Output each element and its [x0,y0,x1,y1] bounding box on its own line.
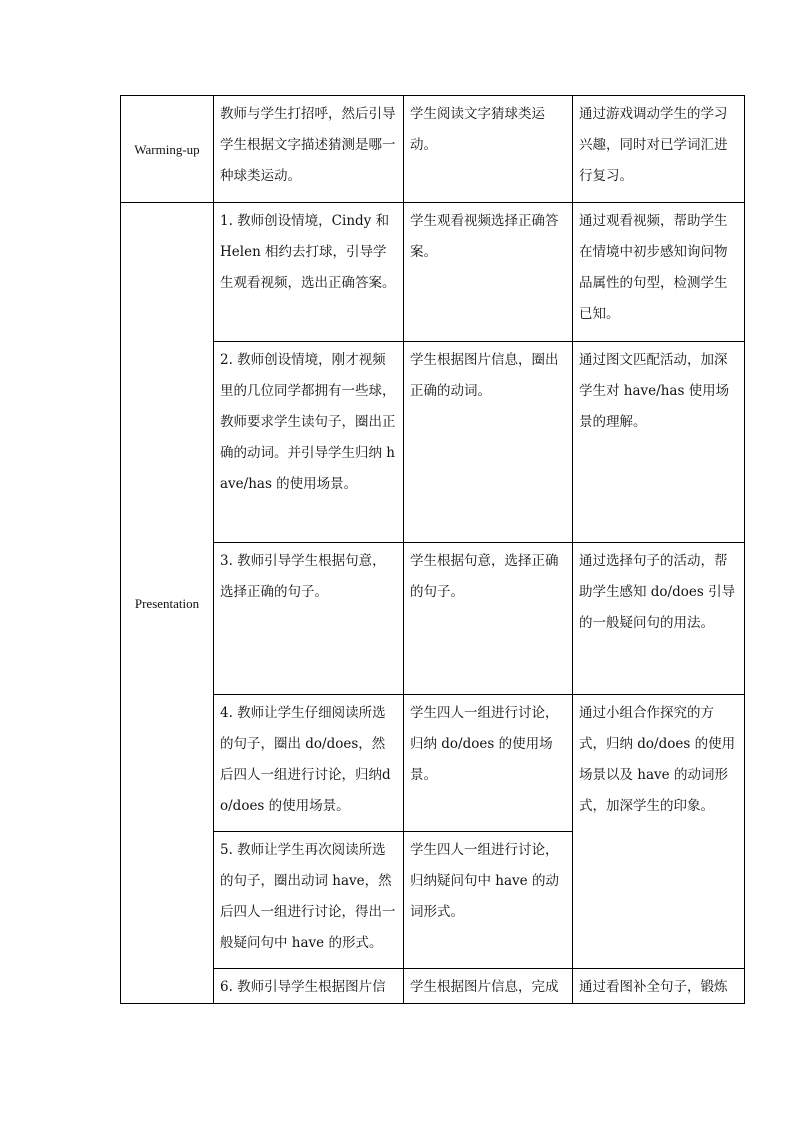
purpose-cell: 通过看图补全句子，锻炼 [573,969,745,1004]
table-row-presentation-2 [121,342,745,543]
student-activity-cell: 学生四人一组进行讨论，归纳 do/does 的使用场景。 [404,695,573,832]
lesson-plan-table [120,95,745,1004]
teacher-activity-cell: 5. 教师让学生再次阅读所选的句子，圈出动词 have，然后四人一组进行讨论，得出一般疑问句中 have 的形式。 [214,832,404,969]
student-activity-cell: 学生根据图片信息，圈出正确的动词。 [404,342,573,543]
student-activity-cell: 学生阅读文字猜球类运动。 [404,96,573,203]
teacher-activity-cell: 6. 教师引导学生根据图片信 [214,969,404,1004]
table-row-presentation-4 [121,695,745,832]
student-activity-cell: 学生观看视频选择正确答案。 [404,203,573,342]
table-row-presentation-1 [121,203,745,342]
purpose-cell: 通过选择句子的活动，帮助学生感知 do/does 引导的一般疑问句的用法。 [573,543,745,695]
table-row-presentation-6 [121,969,745,1004]
purpose-cell: 通过游戏调动学生的学习兴趣，同时对已学词汇进行复习。 [573,96,745,203]
stage-presentation: Presentation [121,203,214,1004]
teacher-activity-cell: 1. 教师创设情境，Cindy 和Helen 相约去打球，引导学生观看视频，选出正确答案。 [214,203,404,342]
teacher-activity-cell: 3. 教师引导学生根据句意，选择正确的句子。 [214,543,404,695]
student-activity-cell: 学生四人一组进行讨论，归纳疑问句中 have 的动词形式。 [404,832,573,969]
teacher-activity-cell: 2. 教师创设情境，刚才视频里的几位同学都拥有一些球，教师要求学生读句子，圈出正确的动词。并引导学生归纳 have/has 的使用场景。 [214,342,404,543]
purpose-cell: 通过图文匹配活动，加深学生对 have/has 使用场景的理解。 [573,342,745,543]
student-activity-cell: 学生根据图片信息，完成 [404,969,573,1004]
purpose-cell: 通过小组合作探究的方式，归纳 do/does 的使用场景以及 have 的动词形式，加深学生的印象。 [573,695,745,969]
table-row-presentation-3 [121,543,745,695]
purpose-cell: 通过观看视频，帮助学生在情境中初步感知询问物品属性的句型，检测学生已知。 [573,203,745,342]
student-activity-cell: 学生根据句意，选择正确的句子。 [404,543,573,695]
teacher-activity-cell: 教师与学生打招呼，然后引导学生根据文字描述猜测是哪一种球类运动。 [214,96,404,203]
stage-warmup: Warming-up [121,96,214,203]
teacher-activity-cell: 4. 教师让学生仔细阅读所选的句子，圈出 do/does，然后四人一组进行讨论，归纳do/does 的使用场景。 [214,695,404,832]
table-row-warmup [121,96,745,203]
